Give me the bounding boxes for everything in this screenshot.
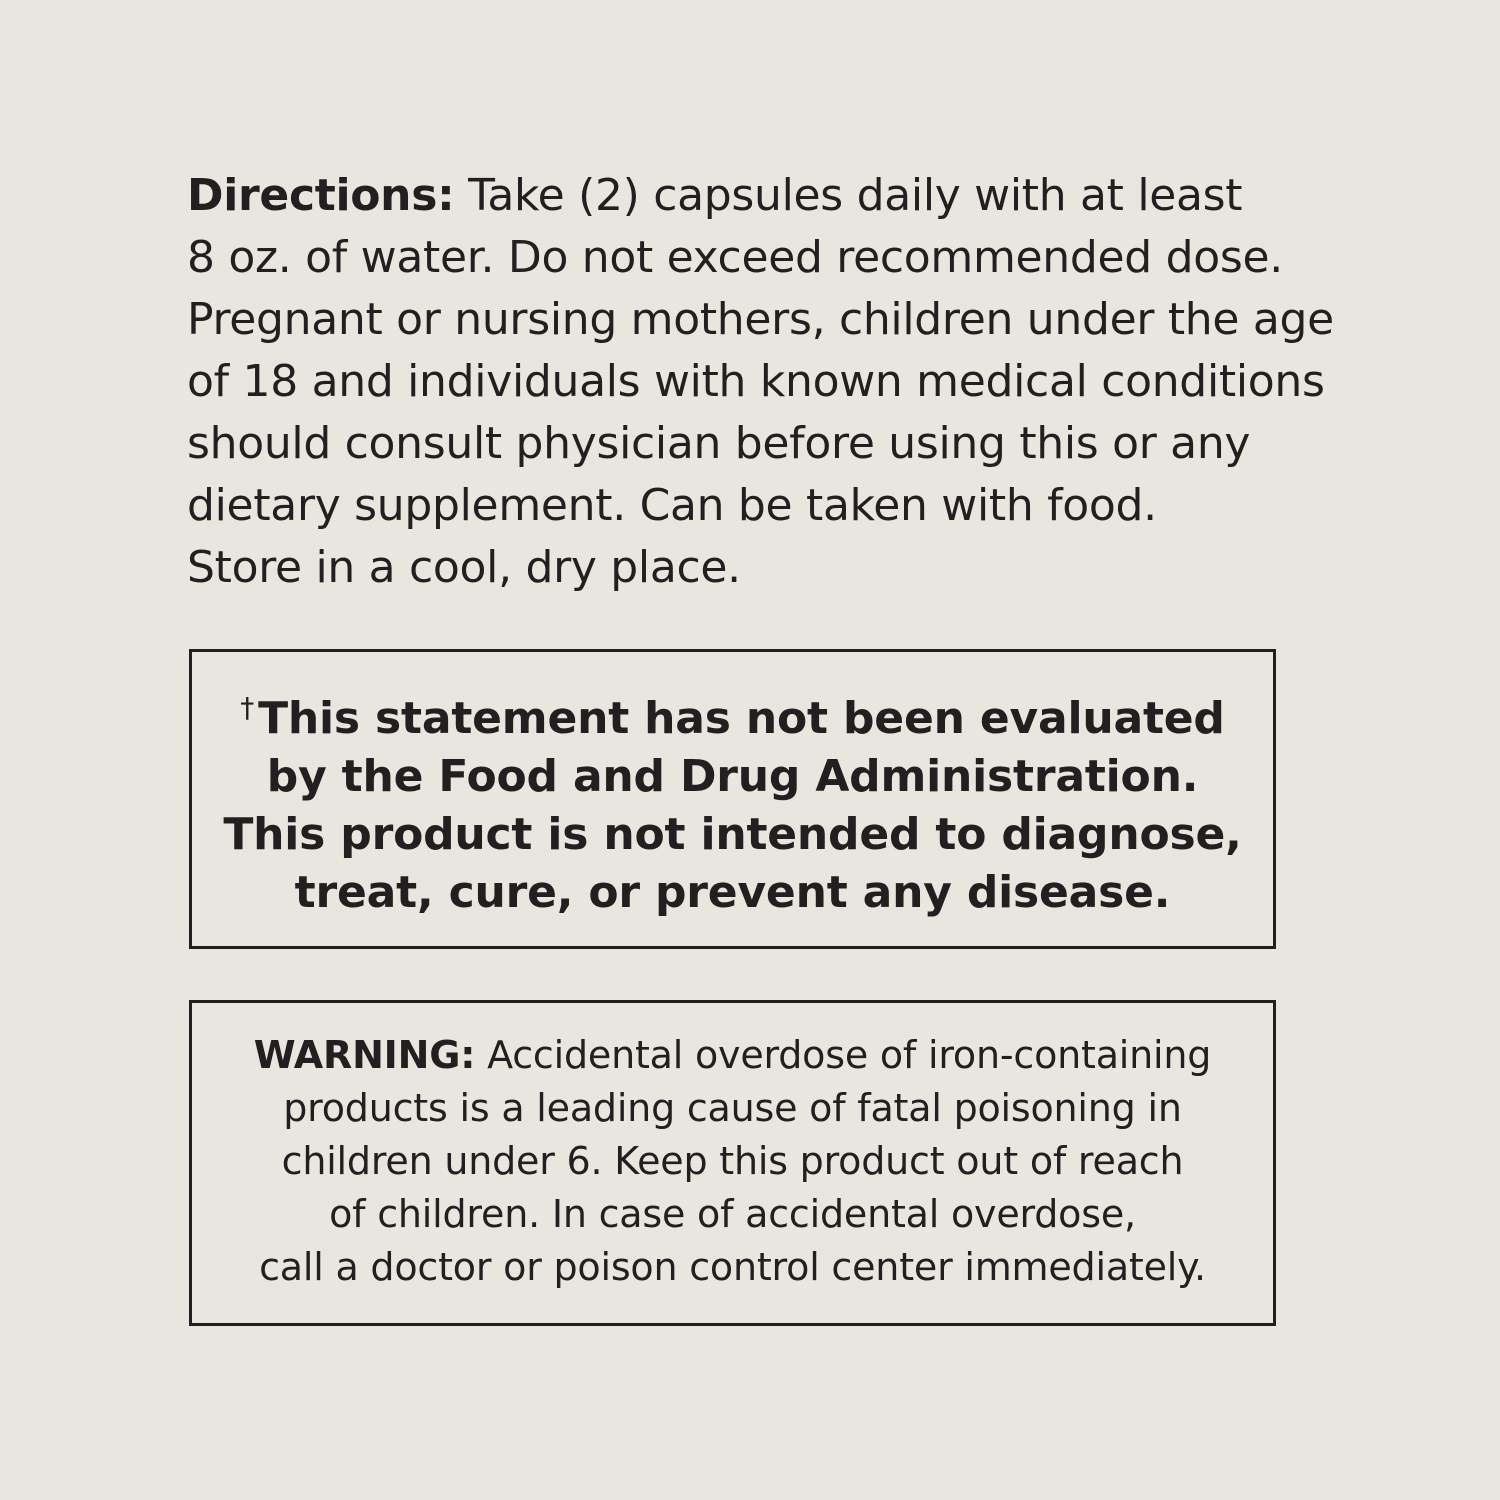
- warning-line-3: children under 6. Keep this product out of reach: [281, 1139, 1184, 1183]
- fda-text: This statement has not been evaluated: [258, 693, 1225, 744]
- directions-line-4: of 18 and individuals with known medical conditions: [187, 356, 1325, 407]
- warning-text: Accidental overdose of iron-containing: [487, 1033, 1212, 1077]
- directions-line-7: Store in a cool, dry place.: [187, 542, 741, 593]
- warning-box: [189, 1000, 1276, 1326]
- fda-line-4: treat, cure, or prevent any disease.: [294, 867, 1171, 918]
- directions-heading: Directions:: [187, 170, 455, 221]
- fda-line-1: [192, 679, 1273, 748]
- directions-section: [187, 165, 1347, 599]
- warning-line-1: [192, 1029, 1273, 1082]
- directions-line-6: dietary supplement. Can be taken with food.: [187, 480, 1157, 531]
- directions-text: Take (2) capsules daily with at least: [468, 170, 1243, 221]
- warning-heading: WARNING:: [253, 1033, 476, 1077]
- warning-line-2: products is a leading cause of fatal poisoning in: [283, 1086, 1182, 1130]
- fda-disclaimer-box: [189, 649, 1276, 949]
- directions-line-1: [187, 165, 1347, 227]
- directions-line-3: Pregnant or nursing mothers, children under the age: [187, 294, 1334, 345]
- warning-line-5: call a doctor or poison control center immediately.: [259, 1245, 1206, 1289]
- warning-line-4: of children. In case of accidental overdose,: [329, 1192, 1136, 1236]
- directions-line-2: 8 oz. of water. Do not exceed recommended dose.: [187, 232, 1283, 283]
- directions-line-5: should consult physician before using this or any: [187, 418, 1251, 469]
- dagger-symbol: †: [240, 691, 255, 724]
- fda-line-2: by the Food and Drug Administration.: [266, 751, 1199, 802]
- fda-line-3: This product is not intended to diagnose,: [223, 809, 1242, 860]
